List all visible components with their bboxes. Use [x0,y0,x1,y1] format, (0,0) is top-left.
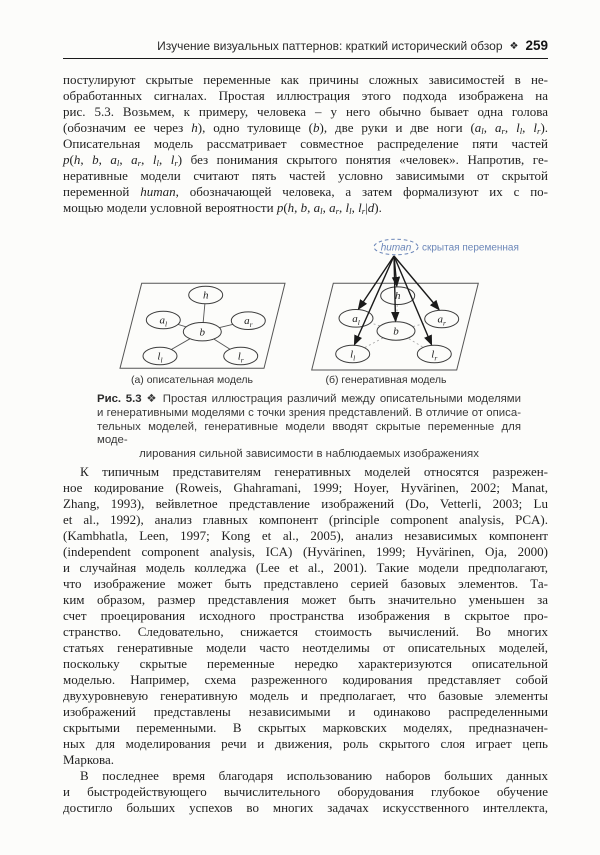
text-line: ное кодирование (Roweis, Ghahramani, 1999; Hoyer, Hyvärinen, 2002; Manat, [63,480,548,495]
node-label-body: b [393,325,399,338]
text-line: постулируют скрытые переменные как причины сложных зависимостей в не- [63,72,548,87]
body-paragraph-3 [63,768,548,816]
text-line: и случайная модель колледжа (Lee et al., 2001). Такие модели предполагают, [63,560,548,575]
hidden-variable-annotation: скрытая переменная [422,242,519,254]
text-line: странство. Следовательно, снижается стоимость вычислений. Во многих [63,624,548,639]
figure-caption [97,393,521,462]
node-label-left-leg: $l_l$ [157,350,163,365]
node-label-right-leg: $l_r$ [431,348,438,363]
caption-line: и генеративными моделями с точки зрения представлений. В отличие от описа- [97,406,521,419]
page-header [63,38,548,59]
text-line: неративные модели считают пять частей условно зависимыми от скрытой [63,168,548,183]
text-line: (Kambhatla, Leen, 1997; Kong et al., 2005), анализ независимых компонент [63,528,548,543]
diagram-a-caption: (a) описательная модель [130,374,254,386]
node-label-body: b [199,326,206,339]
text-line: Маркова. [63,752,114,767]
text-line: В последнее время благодаря использованию наборов больших данных [80,768,548,783]
text-line: Описательная модель рассматривает совместное распределение пяти частей [63,136,548,151]
text-line: достигло больших успехов во многих задачах искусственного интеллекта, [63,800,548,815]
node-label-right-arm: $a_r$ [244,315,253,329]
body-paragraph-2 [63,464,548,768]
diagram-b-caption: (б) генеративная модель [325,374,447,386]
text-line: скрытыми переменными. В скрытых марковских моделях, предназначен- [63,720,548,735]
text-line: моделью. Например, схема разреженного кодирования представляет собой [63,672,548,687]
node-label-head: h [202,289,209,302]
text-line: et al., 1992), анализ главных компонент (principle component analysis, PCA). [63,512,548,527]
text-line: ных для моделирования речи и движения, роль скрытого слоя играет цепь [63,736,548,751]
diamond-icon: ❖ [509,41,519,52]
figure-5-3 [85,236,545,388]
text-line: (обозначим ее через h), одно туловище (b), две руки и две ноги ($a_l$, $a_r$, $l_l$, $l_r$). [63,120,549,136]
caption-line: Рис. 5.3 ❖ Простая иллюстрация различий между описательными моделями [97,393,521,405]
text-line: Zhang, 1993), вейвлетное представление изображений (Do, Vetterli, 2003; Lu [63,496,548,511]
generative-model-diagram [312,239,519,386]
text-line: мощью модели условной вероятности p(h, b, $a_l$, $a_r$, $l_l$, $l_r|d$). [63,200,382,216]
running-title: Изучение визуальных паттернов: краткий исторический обзор [157,39,503,53]
node-label-right-arm: $a_r$ [437,313,446,328]
page-number: 259 [525,38,548,53]
node-label-right-leg: $l_r$ [237,350,244,365]
text-line: и быстродействующего вычислительного оборудования глубокое обучение [63,784,548,799]
hidden-variable-label: human [380,242,412,254]
body-paragraph-1 [63,72,548,216]
text-line: рис. 5.3. Возьмем, к примеру, человека – у него обычно бывает одна голова [63,104,548,119]
text-line: К типичным представителям генеративных моделей относятся разрежен- [80,464,548,479]
descriptive-model-diagram [120,283,285,386]
text-line: (independent component analysis, ICA) (Hyvärinen, 1999; Hyvärinen, Oja, 2000) [63,544,548,559]
node-label-left-arm: $a_l$ [159,314,168,329]
node-label-head: h [394,290,401,303]
text-line: p(h, b, $a_l$, $a_r$, $l_l$, $l_r$) без понимания скрытого понятия «человек». Напротив, ге- [63,152,549,168]
text-line: ким образом, размер представления может быть значительно уменьшен за [63,592,548,607]
node-label-left-arm: $a_l$ [352,312,360,327]
text-line: счет проецирования исходного пространства изображения в скрытое про- [63,608,548,623]
text-line: переменной human, обозначающей человека, а затем формализуют их с по- [63,184,548,199]
text-line: что изображение может быть представлено серией базовых элементов. Та- [63,576,548,591]
text-line: изображений представлены независимыми и одинаково распределенными [63,704,548,719]
text-line: статьях генеративные модели часто неотделимы от описательных моделей, [63,640,548,655]
caption-line: тельных моделей, генеративные модели вводят скрытые переменные для моде- [97,420,521,447]
node-label-left-leg: $l_l$ [350,348,356,363]
text-line: обработанных сигналах. Простая иллюстрация этого подхода изображена на [63,88,548,103]
caption-line: лирования сильной зависимости в наблюдаемых изображениях [139,448,479,461]
text-line: двухуровневую генеративную модель и предполагает, что базовые элементы [63,688,548,703]
text-line: поскольку скрытые переменные нередко характеризуются описательной [63,656,548,671]
